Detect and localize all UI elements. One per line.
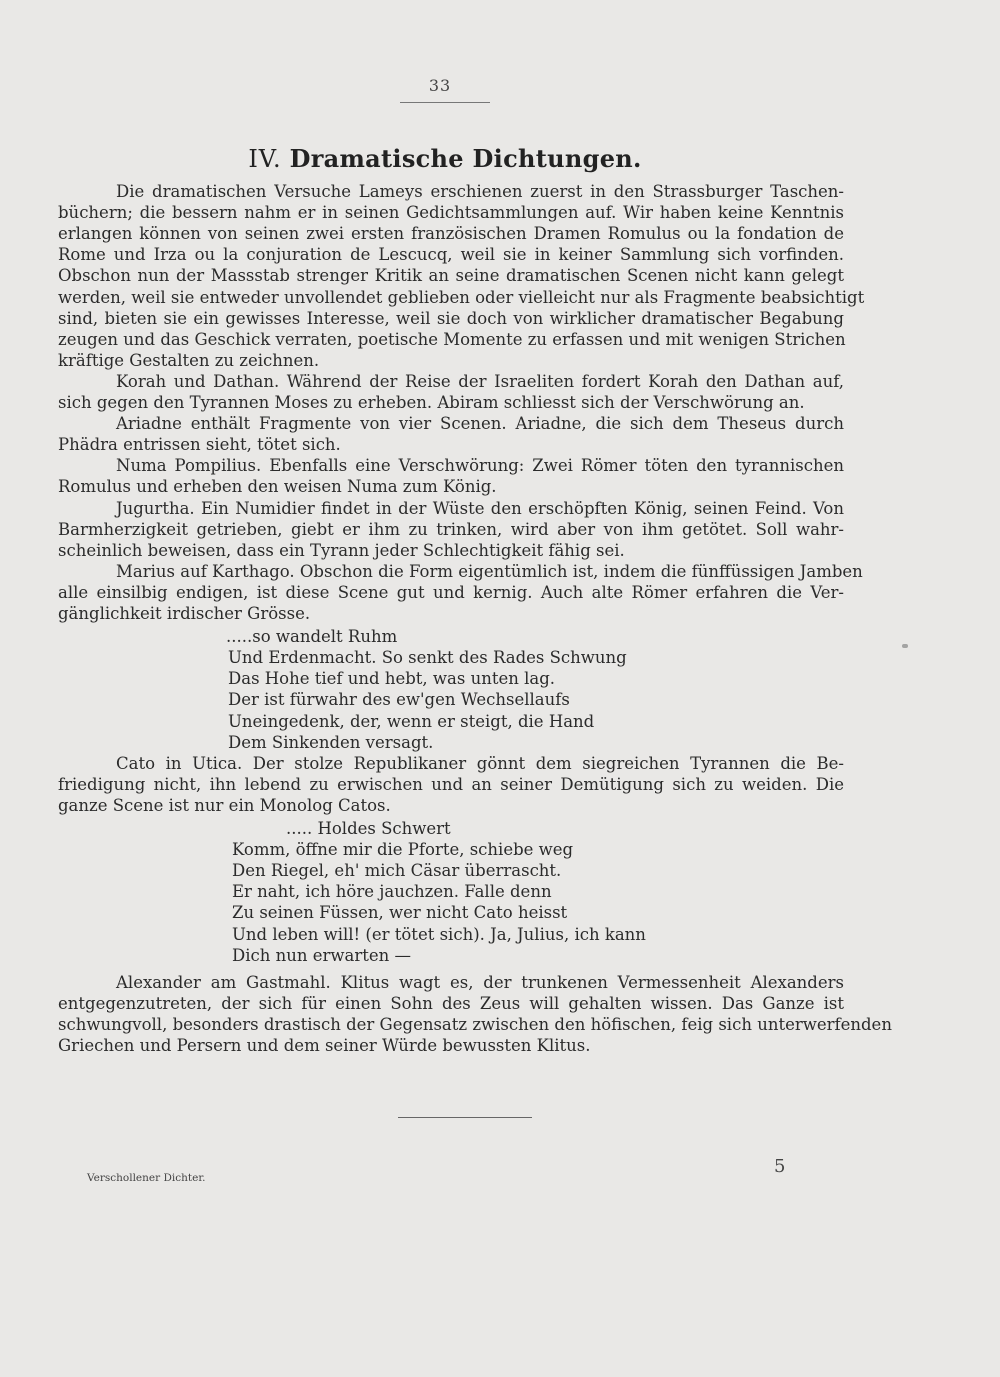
text-line: Alexander am Gastmahl. Klitus wagt es, der trunkenen Vermessenheit Alexanders	[116, 972, 844, 992]
chapter-roman-numeral: IV.	[248, 145, 282, 173]
verse-line: Das Hohe tief und hebt, was unten lag.	[228, 669, 556, 689]
text-line: zeugen und das Geschick verraten, poetische Momente zu erfassen und mit wenigen Strichen	[58, 329, 846, 349]
text-line: Phädra entrissen sieht, tötet sich.	[58, 435, 341, 455]
text-line: kräftige Gestalten zu zeichnen.	[58, 350, 320, 370]
verse-line: Den Riegel, eh' mich Cäsar überrascht.	[232, 861, 562, 881]
text-line: Romulus und erheben den weisen Numa zum König.	[58, 477, 497, 497]
text-line: gänglichkeit irdischer Grösse.	[58, 604, 311, 623]
text-line: Marius auf Karthago. Obschon die Form eigentümlich ist, indem die fünffüssigen Jamben	[116, 561, 863, 581]
main-text	[58, 182, 892, 1082]
verse-line: Und Erdenmacht. So senkt des Rades Schwung	[228, 648, 627, 668]
text-line: Korah und Dathan. Während der Reise der Israeliten fordert Korah den Dathan auf,	[116, 371, 844, 391]
text-line: Obschon nun der Massstab strenger Kritik an seine dramatischen Scenen nicht kann gelegt	[58, 266, 844, 286]
verse-line: ..... Holdes Schwert	[286, 819, 451, 838]
verse-line: Uneingedenk, der, wenn er steigt, die Hand	[228, 711, 595, 731]
verse-line: Komm, öffne mir die Pforte, schiebe weg	[232, 840, 574, 860]
text-line: Ariadne enthält Fragmente von vier Scenen. Ariadne, die sich dem Theseus durch	[116, 414, 844, 434]
text-line: entgegenzutreten, der sich für einen Sohn des Zeus will gehalten wissen. Das Ganze ist	[58, 993, 844, 1013]
text-line: Barmherzigkeit getrieben, giebt er ihm zu trinken, wird aber von ihm getötet. Soll wahr-	[58, 519, 844, 539]
text-line: scheinlich beweisen, dass ein Tyrann jeder Schlechtigkeit fähig sei.	[58, 540, 625, 560]
footer-sheet-number: 5	[774, 1156, 786, 1177]
closing-rule	[398, 1117, 532, 1118]
verse-line: Der ist fürwahr des ew'gen Wechsellaufs	[228, 690, 570, 710]
text-line: schwungvoll, besonders drastisch der Gegensatz zwischen den höfischen, feig sich unterwerfenden	[58, 1014, 892, 1034]
text-line: Griechen und Persern und dem seiner Würde bewussten Klitus.	[58, 1036, 591, 1055]
header-rule	[400, 102, 490, 103]
verse-line: Zu seinen Füssen, wer nicht Cato heisst	[232, 903, 568, 923]
chapter-title	[0, 144, 890, 173]
verse-line: Er naht, ich höre jauchzen. Falle denn	[232, 882, 552, 902]
text-line: Jugurtha. Ein Numidier findet in der Wüste den erschöpften König, seinen Feind. Von	[116, 498, 844, 518]
footer-signature: Verschollener Dichter.	[87, 1172, 206, 1184]
text-line: ganze Scene ist nur ein Monolog Catos.	[58, 795, 391, 815]
text-line: erlangen können von seinen zwei ersten französischen Dramen Romulus ou la fondation de	[58, 224, 844, 244]
text-line: büchern; die bessern nahm er in seinen Gedichtsammlungen auf. Wir haben keine Kenntnis	[58, 203, 844, 223]
verse-line: Dich nun erwarten —	[232, 945, 412, 965]
text-line: alle einsilbig endigen, ist diese Scene gut und kernig. Auch alte Römer erfahren die Ver-	[58, 582, 844, 602]
text-line: friedigung nicht, ihn lebend zu erwischen und an seiner Demütigung sich zu weiden. Die	[58, 774, 844, 794]
ink-smudge	[902, 644, 908, 648]
verse-line: .....so wandelt Ruhm	[226, 627, 398, 647]
text-line: Die dramatischen Versuche Lameys erschienen zuerst in den Strassburger Taschen-	[116, 182, 844, 201]
text-line: sich gegen den Tyrannen Moses zu erheben. Abiram schliesst sich der Verschwörung an.	[58, 393, 805, 412]
chapter-heading: Dramatische Dichtungen.	[289, 144, 642, 173]
verse-line: Und leben will! (er tötet sich). Ja, Julius, ich kann	[232, 924, 646, 944]
text-line: Numa Pompilius. Ebenfalls eine Verschwörung: Zwei Römer töten den tyrannischen	[116, 456, 844, 476]
page-number: 33	[428, 76, 452, 95]
text-line: Rome und Irza ou la conjuration de Lescucq, weil sie in keiner Sammlung sich vorfinden.	[58, 245, 844, 265]
text-line: Cato in Utica. Der stolze Republikaner gönnt dem siegreichen Tyrannen die Be-	[116, 753, 844, 773]
verse-line: Dem Sinkenden versagt.	[228, 732, 434, 752]
text-line: werden, weil sie entweder unvollendet geblieben oder vielleicht nur als Fragmente beabsichtigt	[58, 287, 865, 307]
text-line: sind, bieten sie ein gewisses Interesse, weil sie doch von wirklicher dramatischer Begabung	[58, 308, 844, 328]
